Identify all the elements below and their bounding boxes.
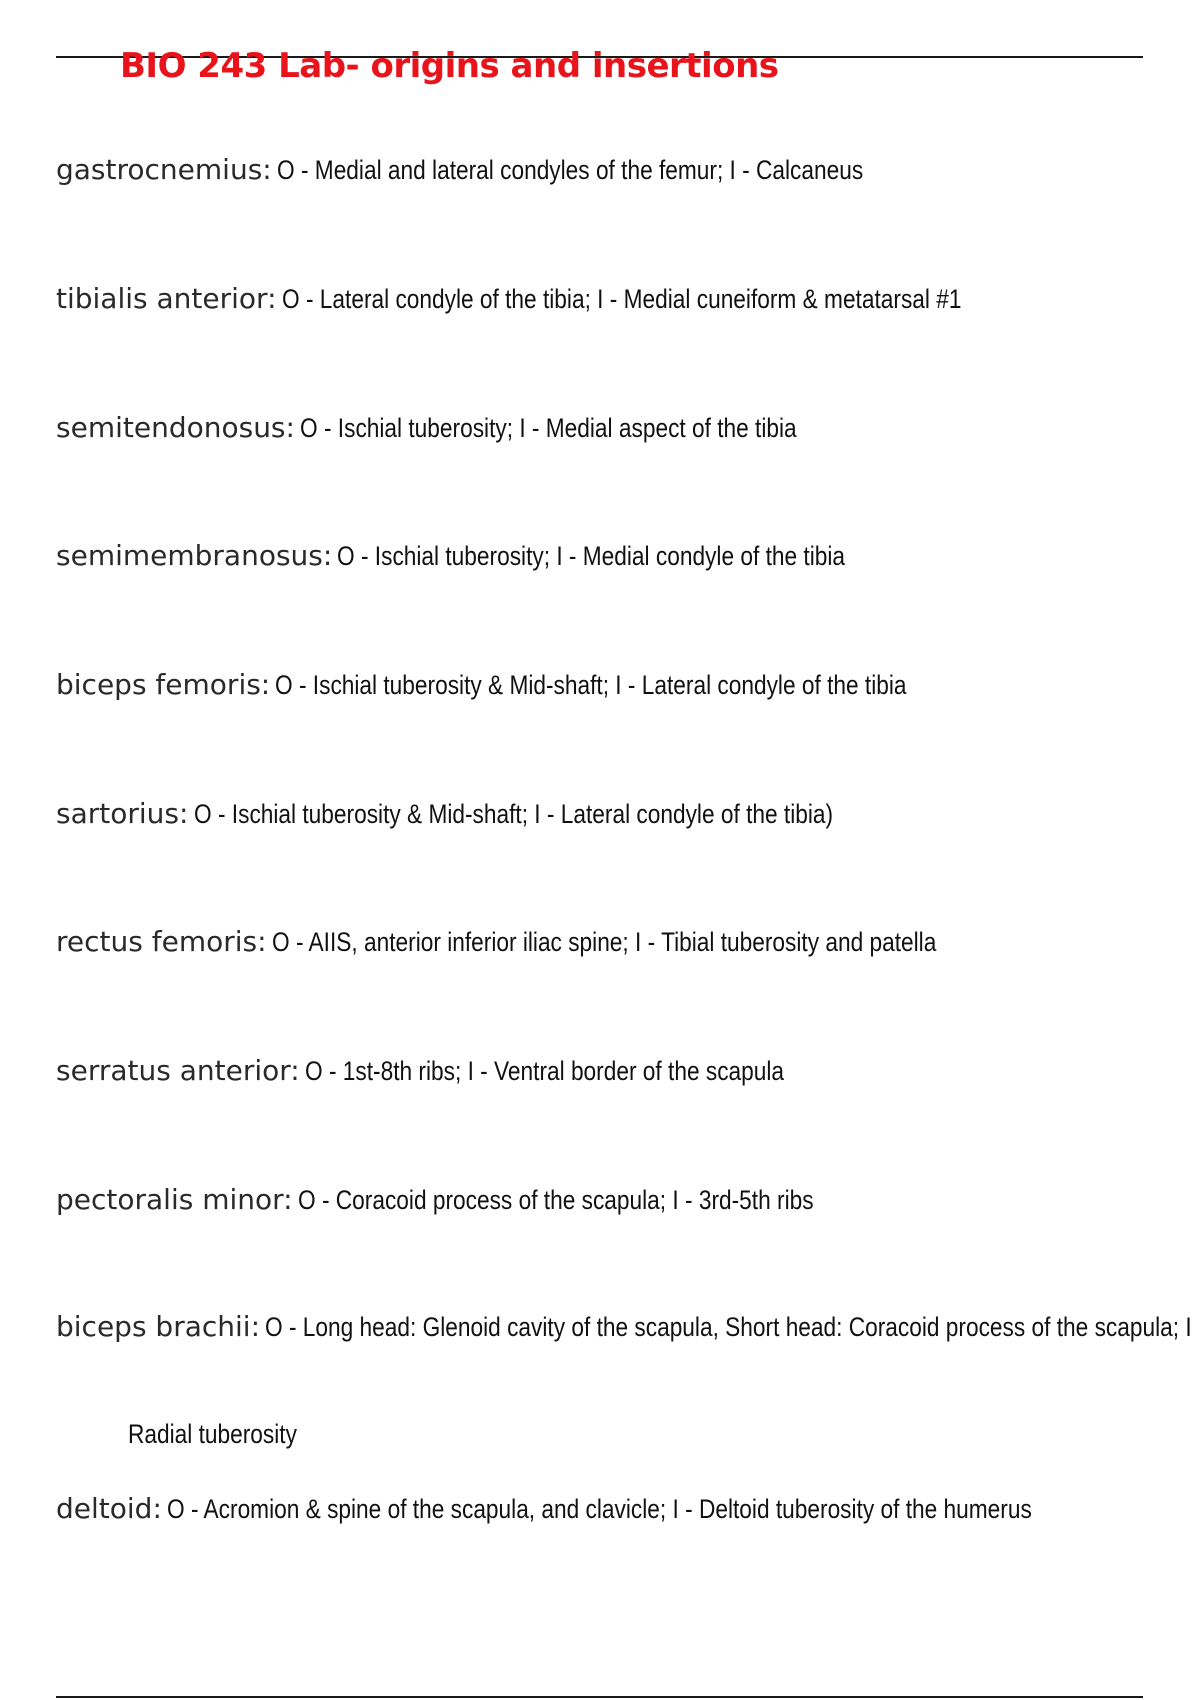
insertion-continuation: Radial tuberosity: [128, 1419, 297, 1449]
entry-semimembranosus: [56, 538, 942, 578]
entry-rectus-femoris: [56, 924, 1063, 964]
muscle-name: gastrocnemius:: [56, 153, 272, 186]
origin-insertion: O - Lateral condyle of the tibia; I - Medial cuneiform & metatarsal #1: [281, 284, 962, 314]
entry-serratus-anterior: [56, 1053, 875, 1093]
muscle-name: semimembranosus:: [56, 539, 333, 572]
page-title: BIO 243 Lab- origins and insertions: [120, 46, 779, 86]
entry-biceps-femoris: [56, 667, 1027, 707]
entry-deltoid: [56, 1491, 1196, 1531]
origin-insertion: O - Ischial tuberosity & Mid-shaft; I - Lateral condyle of the tibia: [275, 670, 907, 700]
entry-biceps-brachii-continuation: [128, 1416, 329, 1456]
footer-rule: [56, 1696, 1143, 1698]
muscle-name: rectus femoris:: [56, 925, 267, 958]
entry-biceps-brachii: [56, 1309, 1200, 1349]
muscle-name: sartorius:: [56, 797, 189, 830]
muscle-name: serratus anterior:: [56, 1054, 300, 1087]
origin-insertion: O - 1st-8th ribs; I - Ventral border of the scapula: [304, 1056, 784, 1086]
muscle-name: deltoid:: [56, 1492, 162, 1525]
entry-pectoralis-minor: [56, 1182, 911, 1222]
entry-tibialis-anterior: [56, 281, 1090, 321]
origin-insertion: O - AIIS, anterior inferior iliac spine; I - Tibial tuberosity and patella: [271, 927, 936, 957]
muscle-name: biceps femoris:: [56, 668, 271, 701]
origin-insertion: O - Long head: Glenoid cavity of the scapula, Short head: Coracoid process of the scapula; I: [265, 1312, 1192, 1342]
muscle-name: semitendonosus:: [56, 411, 295, 444]
muscle-name: biceps brachii:: [56, 1310, 261, 1343]
origin-insertion: O - Ischial tuberosity; I - Medial condyle of the tibia: [337, 541, 846, 571]
origin-insertion: O - Ischial tuberosity; I - Medial aspect of the tibia: [300, 413, 797, 443]
muscle-name: pectoralis minor:: [56, 1183, 293, 1216]
entry-sartorius: [56, 796, 954, 836]
muscle-name: tibialis anterior:: [56, 282, 277, 315]
origin-insertion: O - Medial and lateral condyles of the femur; I - Calcaneus: [276, 155, 864, 185]
origin-insertion: O - Coracoid process of the scapula; I - 3rd-5th ribs: [297, 1185, 814, 1215]
entry-semitendonosus: [56, 410, 891, 450]
origin-insertion: O - Acromion & spine of the scapula, and clavicle; I - Deltoid tuberosity of the humerus: [166, 1494, 1032, 1524]
origin-insertion: O - Ischial tuberosity & Mid-shaft; I - Lateral condyle of the tibia): [193, 799, 833, 829]
entry-gastrocnemius: [56, 152, 975, 192]
